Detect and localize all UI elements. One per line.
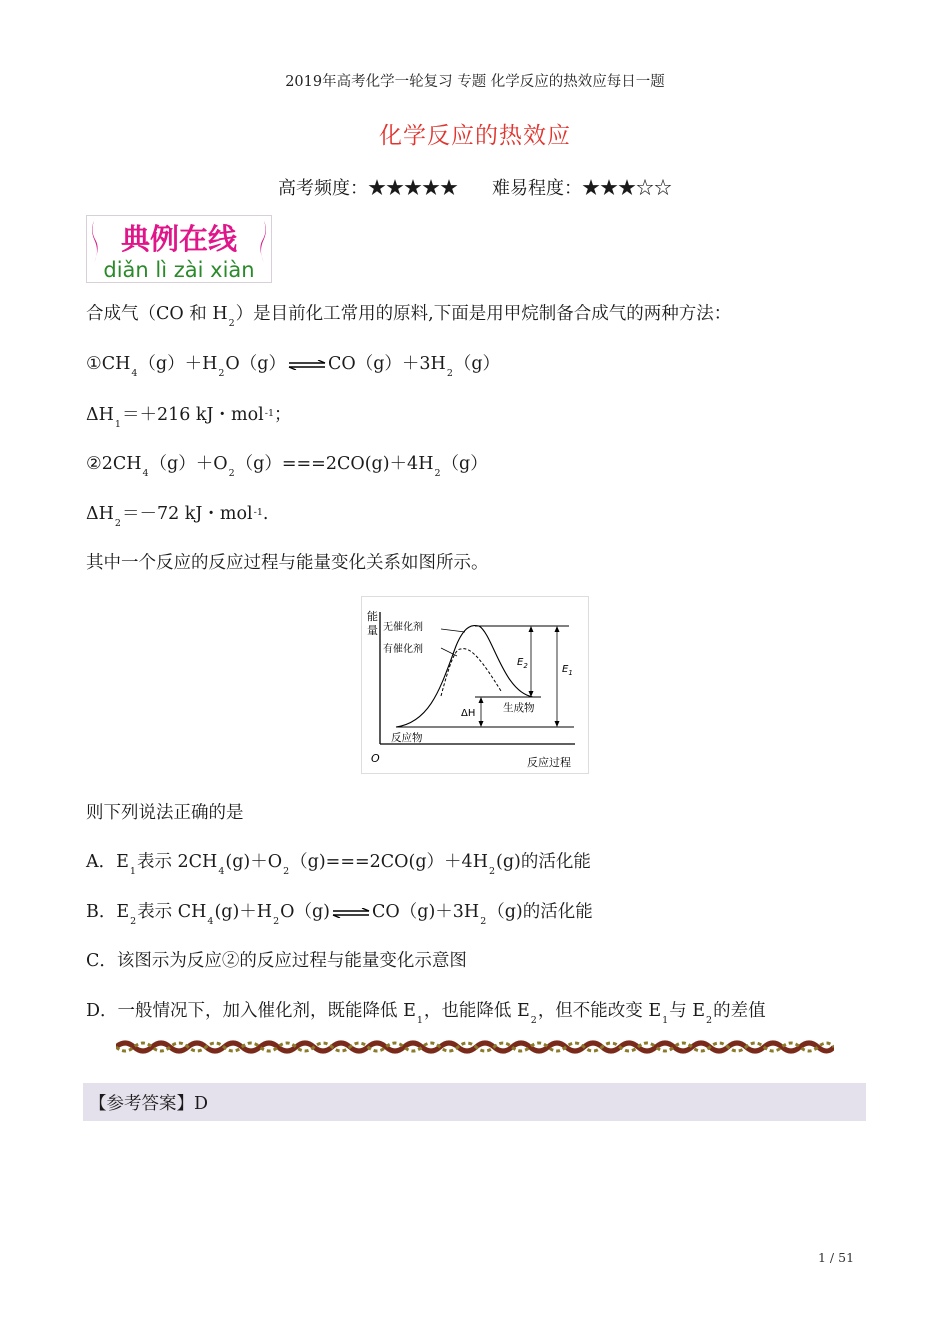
equilibrium-arrow-icon bbox=[332, 908, 370, 918]
reactant-label: 反应物 bbox=[391, 732, 423, 744]
document-header: 2019年高考化学一轮复习 专题 化学反应的热效应每日一题 bbox=[285, 74, 665, 90]
option-c[interactable]: C．该图示为反应②的反应过程与能量变化示意图 bbox=[86, 951, 467, 971]
option-a[interactable]: A．$E_1$表示 $2CH_4(g)+O_2(g)===2CO(g)+4H_2(g)$的活化能 bbox=[86, 852, 591, 877]
product-label: 生成物 bbox=[503, 702, 535, 714]
enthalpy-2: $\Delta H_2=-72$ kJ・mol$^{-1}$. bbox=[86, 504, 269, 529]
answer-box bbox=[83, 1083, 866, 1121]
e1-label: $E_1$ bbox=[562, 664, 573, 677]
difficulty-stars: ★★★☆☆ bbox=[582, 178, 672, 199]
page-number: 1 / 51 bbox=[818, 1250, 855, 1265]
reference-answer: 【参考答案】D bbox=[89, 1094, 209, 1114]
page-title: 化学反应的热效应 bbox=[379, 123, 571, 149]
equation-1: $①CH_4(g)+H_2O(g)$ $CO(g)+3H_2(g)$ bbox=[86, 354, 501, 379]
origin-label: O bbox=[371, 752, 380, 765]
option-b[interactable]: B．$E_2$表示 $CH_4(g)+H_2O(g)$ $CO(g)+3H_2(g)$的活化能 bbox=[86, 902, 593, 927]
equilibrium-arrow-icon bbox=[288, 360, 326, 370]
no-catalyst-label: 无催化剂 bbox=[383, 622, 423, 633]
decorative-divider bbox=[116, 1038, 834, 1056]
question-intro: 合成气（CO 和 $H_2$）是目前化工常用的原料,下面是用甲烷制备合成气的两种方法： bbox=[86, 304, 732, 329]
logo-text: 典例在线 bbox=[120, 222, 238, 256]
option-d[interactable]: D．一般情况下，加入催化剂，既能降低 $E_1$，也能降低 $E_2$，但不能改变 $E_1$与 $E_2$的差值 bbox=[86, 1001, 766, 1026]
equation-2: $②2CH_4(g)+O_2(g)===2CO(g)+4H_2(g)$ bbox=[86, 454, 488, 479]
x-axis-label: 反应过程 bbox=[527, 756, 571, 769]
difficulty-label: 难易程度： bbox=[492, 178, 582, 199]
y-axis-label-2: 量 bbox=[367, 624, 378, 637]
energy-diagram bbox=[361, 596, 589, 774]
frequency-stars: ★★★★★ bbox=[368, 178, 458, 199]
delta-h-label: ΔH bbox=[461, 708, 476, 719]
enthalpy-1: $\Delta H_1=+216$ kJ・mol$^{-1}$； bbox=[86, 405, 292, 430]
example-online-logo bbox=[86, 215, 272, 283]
question-stem: 则下列说法正确的是 bbox=[86, 803, 244, 823]
y-axis-label-1: 能 bbox=[367, 610, 378, 623]
e2-label: $E_2$ bbox=[517, 657, 528, 670]
frequency-label: 高考频度： bbox=[278, 178, 368, 199]
difficulty-rating bbox=[0, 174, 950, 200]
figure-intro: 其中一个反应的反应过程与能量变化关系如图所示。 bbox=[86, 553, 489, 573]
with-catalyst-label: 有催化剂 bbox=[383, 644, 423, 655]
logo-pinyin: diǎn lì zài xiàn bbox=[103, 258, 255, 282]
